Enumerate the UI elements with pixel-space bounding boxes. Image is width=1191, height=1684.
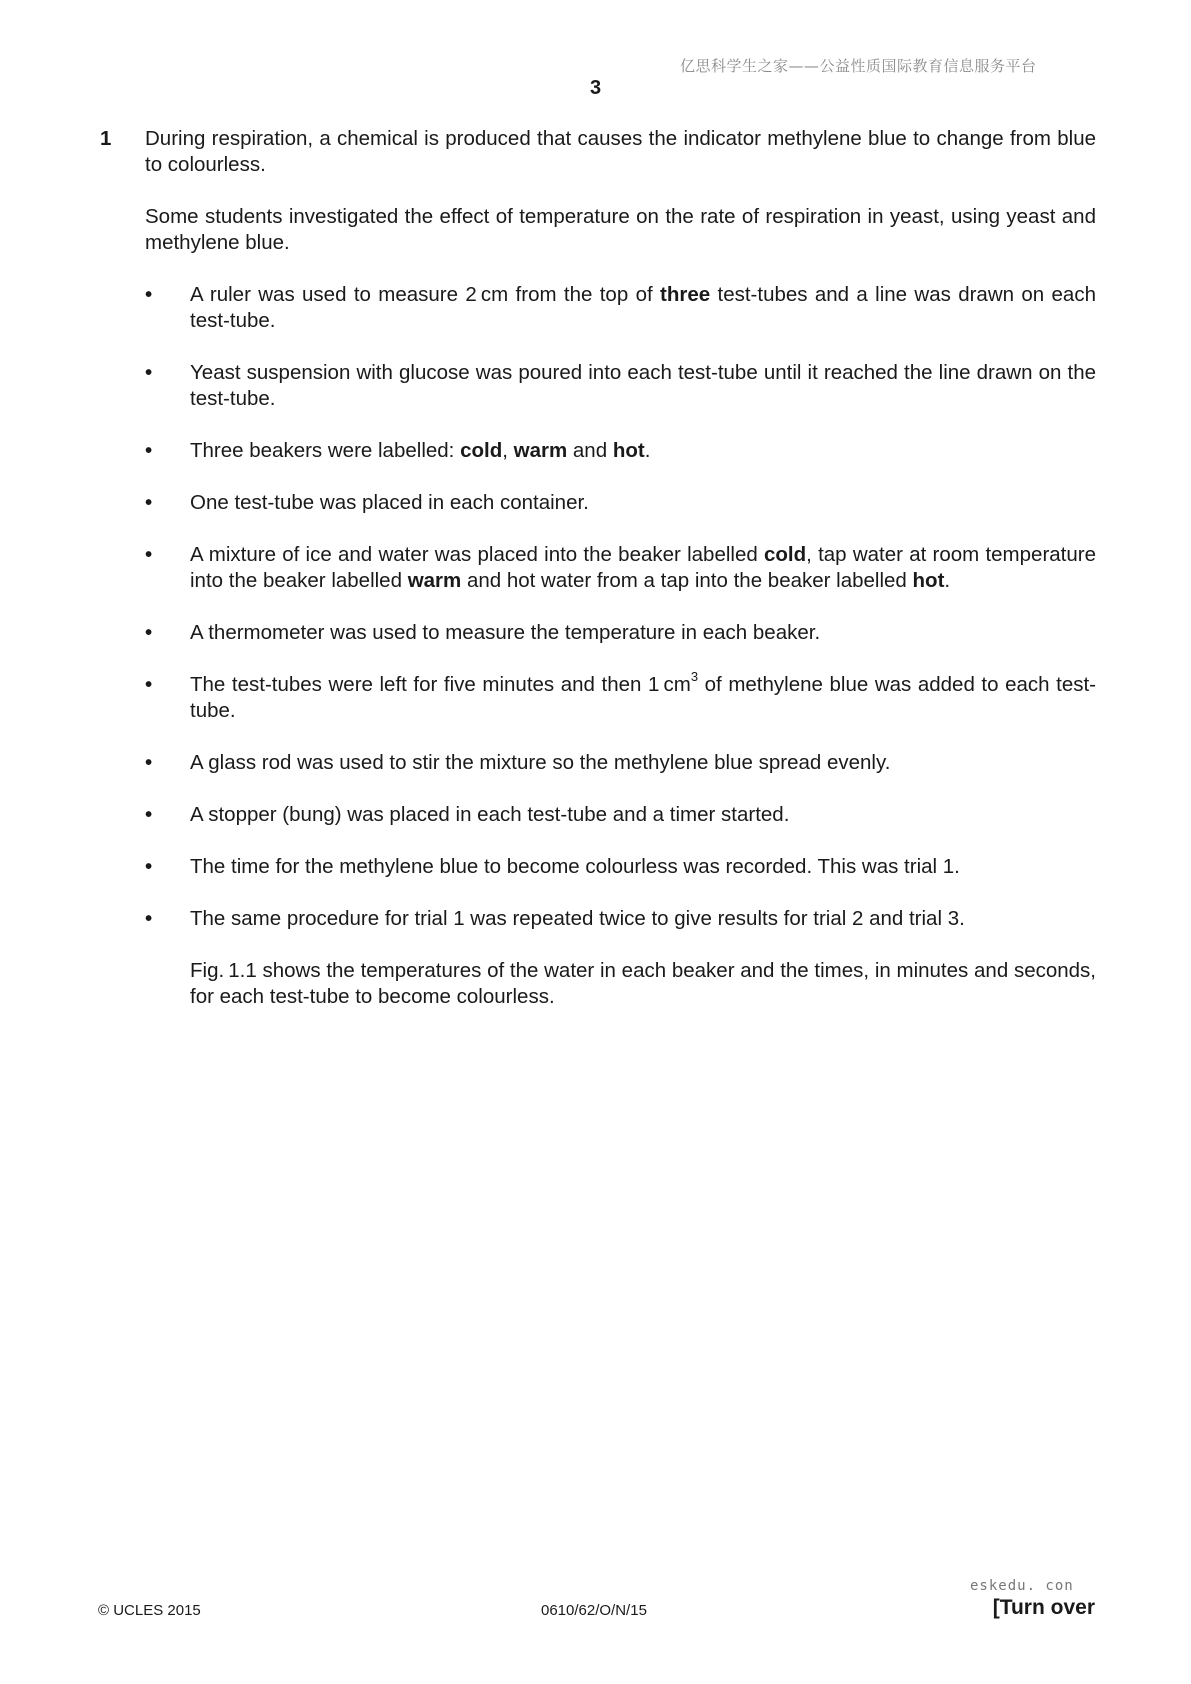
- bold-term: hot: [912, 569, 945, 592]
- question-1: [100, 126, 1096, 1031]
- bullet-icon: •: [145, 361, 153, 384]
- list-item: [145, 282, 1096, 334]
- bold-term: warm: [513, 439, 568, 462]
- list-item: [145, 750, 1096, 776]
- bullet-text: The same procedure for trial 1 was repeated twice to give results for trial 2 and trial 3.: [190, 907, 965, 930]
- bullet-text: A stopper (bung) was placed in each test-tube and a timer started.: [190, 803, 790, 826]
- list-item: [145, 802, 1096, 828]
- bullet-icon: •: [145, 621, 153, 644]
- bullet-text: , tap water at room temperature into the beaker labelled: [190, 543, 1096, 592]
- bullet-text: A ruler was used to measure 2 cm from the top of: [190, 283, 661, 306]
- bullet-icon: •: [145, 803, 153, 826]
- bold-term: warm: [407, 569, 462, 592]
- list-item: [145, 620, 1096, 646]
- superscript: 3: [690, 669, 699, 685]
- bullet-icon: •: [145, 907, 153, 930]
- question-intro: During respiration, a chemical is produced that causes the indicator methylene blue to change from blue to colourless.: [145, 127, 1096, 176]
- bold-term: three: [660, 283, 711, 306]
- list-item: [145, 438, 1096, 464]
- header-watermark: 亿思科学生之家——公益性质国际教育信息服务平台: [680, 57, 1037, 75]
- bullet-text: of methylene blue was added to each test-tube.: [190, 673, 1096, 722]
- bullet-text: and hot water from a tap into the beaker labelled: [461, 569, 913, 592]
- paper-code: 0610/62/O/N/15: [541, 1602, 647, 1619]
- bullet-icon: •: [145, 751, 153, 774]
- bullet-icon: •: [145, 491, 153, 514]
- figure-note: Fig. 1.1 shows the temperatures of the water in each beaker and the times, in minutes and seconds, for each test-tube to become colourless.: [190, 959, 1096, 1008]
- bullet-text: The test-tubes were left for five minutes and then 1 cm: [190, 673, 691, 696]
- list-item: [145, 906, 1096, 932]
- bold-term: cold: [460, 439, 503, 462]
- question-context: Some students investigated the effect of temperature on the rate of respiration in yeast, using yeast and methylene blue.: [145, 205, 1096, 254]
- footer-watermark: eskedu. con: [970, 1578, 1074, 1594]
- bullet-text: ,: [502, 439, 514, 462]
- bullet-text: The time for the methylene blue to become colourless was recorded. This was trial 1.: [190, 855, 960, 878]
- bullet-text: A thermometer was used to measure the temperature in each beaker.: [190, 621, 821, 644]
- bullet-icon: •: [145, 673, 153, 696]
- list-item: [145, 490, 1096, 516]
- procedure-list: [145, 282, 1096, 932]
- list-item: [145, 542, 1096, 594]
- list-item: [145, 360, 1096, 412]
- bullet-text: .: [944, 569, 951, 592]
- question-number: 1: [100, 127, 112, 150]
- bullet-text: Three beakers were labelled:: [190, 439, 461, 462]
- bullet-icon: •: [145, 283, 153, 306]
- bullet-icon: •: [145, 543, 153, 566]
- list-item: [145, 669, 1096, 724]
- bullet-text: .: [644, 439, 651, 462]
- bold-term: cold: [764, 543, 807, 566]
- copyright: © UCLES 2015: [98, 1602, 201, 1619]
- list-item: [145, 854, 1096, 880]
- bullet-text: One test-tube was placed in each container.: [190, 491, 589, 514]
- bullet-text: test-tubes and a line was drawn on each test-tube.: [190, 283, 1096, 332]
- question-body: [145, 126, 1096, 1010]
- turn-over: [Turn over: [992, 1596, 1095, 1619]
- bullet-icon: •: [145, 855, 153, 878]
- bullet-text: A glass rod was used to stir the mixture so the methylene blue spread evenly.: [190, 751, 891, 774]
- bullet-text: and: [567, 439, 613, 462]
- bullet-text: Yeast suspension with glucose was poured into each test-tube until it reached the line drawn on the test-tube.: [190, 361, 1096, 410]
- bullet-text: A mixture of ice and water was placed into the beaker labelled: [190, 543, 764, 566]
- bold-term: hot: [612, 439, 645, 462]
- bullet-icon: •: [145, 439, 153, 462]
- page-number: 3: [589, 77, 602, 99]
